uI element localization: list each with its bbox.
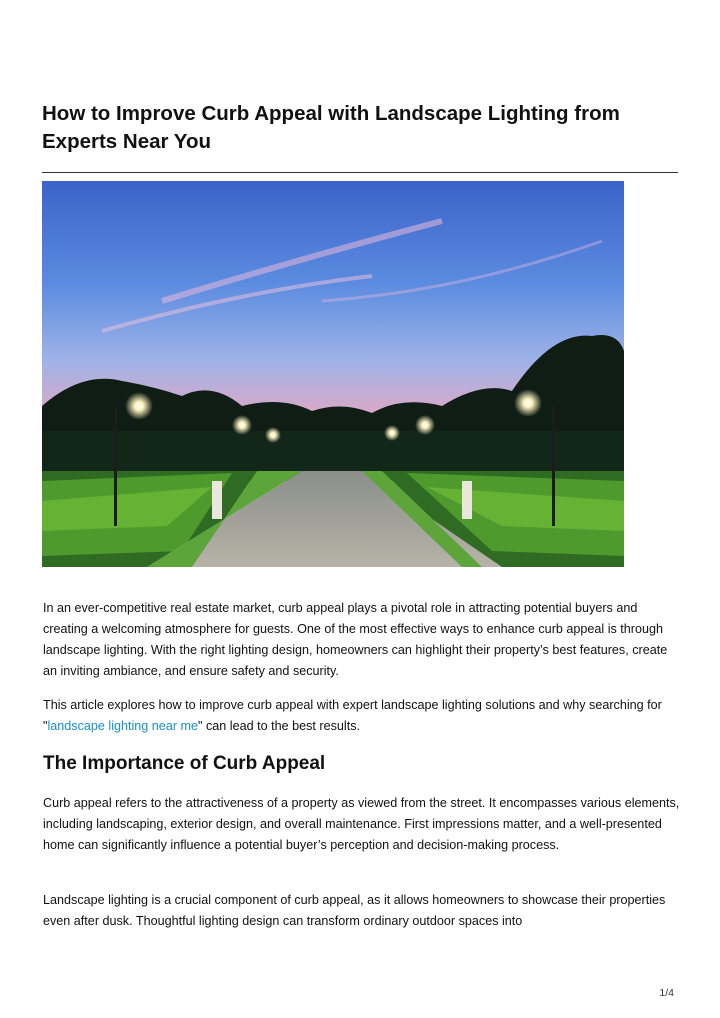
section-paragraph-2: Landscape lighting is a crucial component of curb appeal, as it allows homeowners to showcase their properties even after dusk. Thoughtful lighting design can transform ordinary outdoor spaces into [43, 893, 666, 928]
section-paragraph-1: Curb appeal refers to the attractiveness of a property as viewed from the street. It encompasses various elements, including landscaping, exterior design, and overall maintenance. First impressions matter, and a well-presented home can significantly influence a potential buyer’s perception and decision-making process. [43, 796, 680, 852]
article-text-before: This article explores how to improve curb appeal with expert landscape lighting solutions and why searching for " [43, 698, 662, 733]
article-paragraph [43, 695, 683, 737]
intro-paragraph: In an ever-competitive real estate market, curb appeal plays a pivotal role in attracting potential buyers and creating a welcoming atmosphere for guests. One of the most effective ways to enhance curb appeal is through landscape lighting. With the right lighting design, homeowners can highlight their property’s best features, create an inviting ambiance, and ensure safety and security. [43, 601, 668, 678]
section-heading: The Importance of Curb Appeal [43, 753, 326, 774]
hero-image [42, 181, 624, 567]
title-divider [42, 172, 678, 173]
page-number: 1/4 [659, 987, 674, 999]
landscape-lighting-link[interactable]: landscape lighting near me [47, 719, 199, 733]
article-text-after: " can lead to the best results. [198, 719, 361, 733]
page-title: How to Improve Curb Appeal with Landscape Lighting from Experts Near You [42, 102, 620, 153]
